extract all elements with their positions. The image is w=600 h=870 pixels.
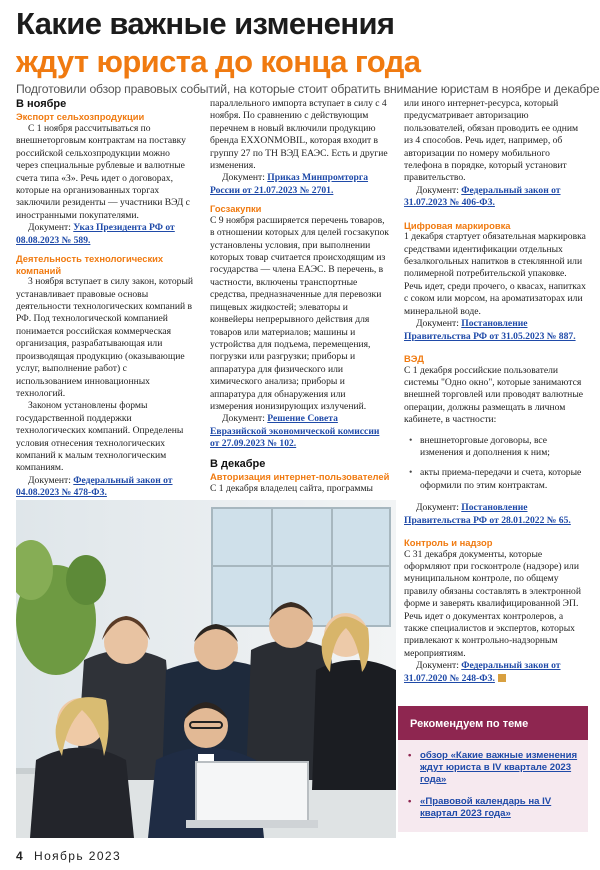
marking-document: Документ: Постановление Правительства РФ от 31.05.2023 № 887. (404, 318, 576, 342)
section-heading-december: В декабре (210, 457, 266, 470)
control-document: Документ: Федеральный закон от 31.07.2020 № 248-ФЗ. (404, 660, 561, 684)
ved-document-link[interactable]: Постановление Правительства РФ от 28.01.2022 № 65. (404, 502, 571, 526)
tech-title: Деятельность технологических компаний (16, 253, 164, 276)
procurement-document: Документ: Решение Совета Евразийской экономической комиссии от 27.09.2023 № 102. (210, 413, 380, 450)
control-text: С 31 декабря документы, которые оформляют при госконтроле (надзоре) или муниципальном контроле, по общему правилу обязаны составлять в электронной форме и заверять квалифицированной ЭП. Речь идет о документах контролеров, а также специалистов и экспертов, которых привлекают к контрольно-надзорным мероприятиям. (404, 548, 581, 659)
end-mark-icon (498, 674, 506, 682)
tech-text-1: 3 ноября вступает в силу закон, который устанавливает правовые основы деятельности технологических компаний в РФ. Под технологической компанией понимается российская коммерческая организация, разрабатывающая или производящая продукцию (оказывающие услуг, выполнение работ) с использованием инновационных технологий. (16, 276, 194, 399)
marking-text: 1 декабря стартует обязательная маркировка средствами идентификации отдельных безалкогольных напитков в стеклянной или полимерной потребительской упаковке. Речь идет, среди прочего, о квасах, напитках с соком или морсом, на ароматизаторах или минеральной воде. (404, 231, 586, 317)
marking-document-link[interactable]: Постановление Правительства РФ от 31.05.2023 № 887. (404, 318, 576, 342)
procurement-text: С 9 ноября расширяется перечень товаров, в отношении которых для целей госзакупок установлены условия, при выполнении которых товар считается происходящим из государства — члена ЕАЭС. В перечень, в частности, включены транспортные средства, предназначенные для перевозки пищевых жидкостей; элеваторы и конвейеры непрерывного действия для товаров или материалов; машины и устройства для подъема, перемещения, погрузки или разгрузки; приборы и аппаратура для физического или химического анализа; приборы и аппаратура для обнаружения или измерения ионизирующих излучений. (210, 214, 389, 412)
recommend-link-review[interactable]: обзор «Какие важные изменения ждут юриста в IV квартале 2023 года» (420, 750, 578, 785)
laptop-icon (186, 762, 318, 828)
recommend-box (398, 706, 588, 832)
ved-title: ВЭД (404, 352, 424, 364)
column-3 (404, 98, 586, 685)
auth-title: Авторизация интернет-пользователей (210, 470, 390, 482)
ved-list (404, 435, 586, 493)
page-number: 4 (16, 849, 23, 863)
export-title: Экспорт сельхозпродукции (16, 111, 145, 123)
parallel-document: Документ: Приказ Минпромторга России от 21.07.2023 № 2701. (210, 172, 369, 196)
recommend-link-calendar[interactable]: «Правовой календарь на IV квартал 2023 года» (420, 796, 552, 819)
parallel-text-cont: параллельного импорта вступает в силу с 4 ноября. По сравнению с действующим перечнем в новый включили продукцию бренда EXXONMOBIL, которая входит в группу 27 по ТН ВЭД ЕАЭС. Есть и другие изменения. (210, 98, 388, 172)
ved-text: С 1 декабря российские пользователи системы "Одно окно", которые занимаются внешней торговлей или проводят валютные операции, должны размещать в личном кабинете, в частности: (404, 364, 584, 426)
recommend-list (398, 750, 588, 820)
list-item (398, 750, 588, 786)
page-title-line1: Какие важные изменения (16, 6, 395, 41)
tech-document-link[interactable]: Федеральный закон от 04.08.2023 № 478-ФЗ. (16, 474, 173, 499)
page-title-line2: ждут юриста до конца года (16, 44, 421, 79)
section-heading-november: В ноябре (16, 98, 67, 110)
parallel-document-link[interactable]: Приказ Минпромторга России от 21.07.2023 № 2701. (210, 172, 369, 196)
list-item (398, 796, 588, 820)
footer-month: Ноябрь 2023 (34, 849, 122, 863)
list-item: • внешнеторговые договоры, все изменения и дополнения к ним; (404, 435, 586, 460)
column-1 (16, 98, 194, 534)
marking-title: Цифровая маркировка (404, 219, 511, 231)
tech-text-2: Законом установлены формы государственной поддержки технологических компаний. Определены условия отнесения технологических компаний к малым технологическим компаниям. (16, 400, 184, 474)
export-document: Документ: Указ Президента РФ от 08.08.2023 № 589. (16, 222, 175, 246)
export-document-link[interactable]: Указ Президента РФ от 08.08.2023 № 589. (16, 222, 175, 246)
procurement-title: Госзакупки (210, 203, 262, 215)
auth-text-start: С 1 декабря владелец сайта, программы (210, 482, 374, 494)
control-document-link[interactable]: Федеральный закон от 31.07.2020 № 248-ФЗ. (404, 660, 561, 684)
office-team-photo (16, 500, 396, 838)
tech-document: Документ: Федеральный закон от 04.08.2023 № 478-ФЗ. (16, 474, 173, 499)
auth-text-cont: или иного интернет-ресурса, который предусматривает авторизацию пользователей, обязан проводить ее одним из 4 способов. Речь идет, например, об авторизации по номеру мобильного телефона в порядке, который установит правительство. (404, 98, 579, 184)
column-2 (210, 98, 390, 495)
procurement-document-link[interactable]: Решение Совета Евразийской экономической комиссии от 27.09.2023 № 102. (210, 413, 380, 450)
auth-document: Документ: Федеральный закон от 31.07.2023 № 406-ФЗ. (404, 184, 561, 209)
auth-document-link[interactable]: Федеральный закон от 31.07.2023 № 406-ФЗ. (404, 184, 561, 209)
page-subtitle: Подготовили обзор правовых событий, на которые стоит обратить внимание юристам в ноябре и декабре (16, 82, 600, 96)
recommend-title: Рекомендуем по теме (398, 706, 588, 740)
control-title: Контроль и надзор (404, 536, 493, 548)
export-text: С 1 ноября рассчитываться по внешнеторговым контрактам на поставку российской сельхозпродукции можно через специальные рублевые и валютные счета типа «З». Речь идет о договорах, которые на организованных торгах заключили резиденты — участники ВЭД с иностранными покупателями. (16, 123, 190, 221)
ved-document: Документ: Постановление Правительства РФ от 28.01.2022 № 65. (404, 502, 571, 526)
list-item: • акты приема-передачи и счета, которые оформили по этим контрактам. (404, 467, 586, 492)
